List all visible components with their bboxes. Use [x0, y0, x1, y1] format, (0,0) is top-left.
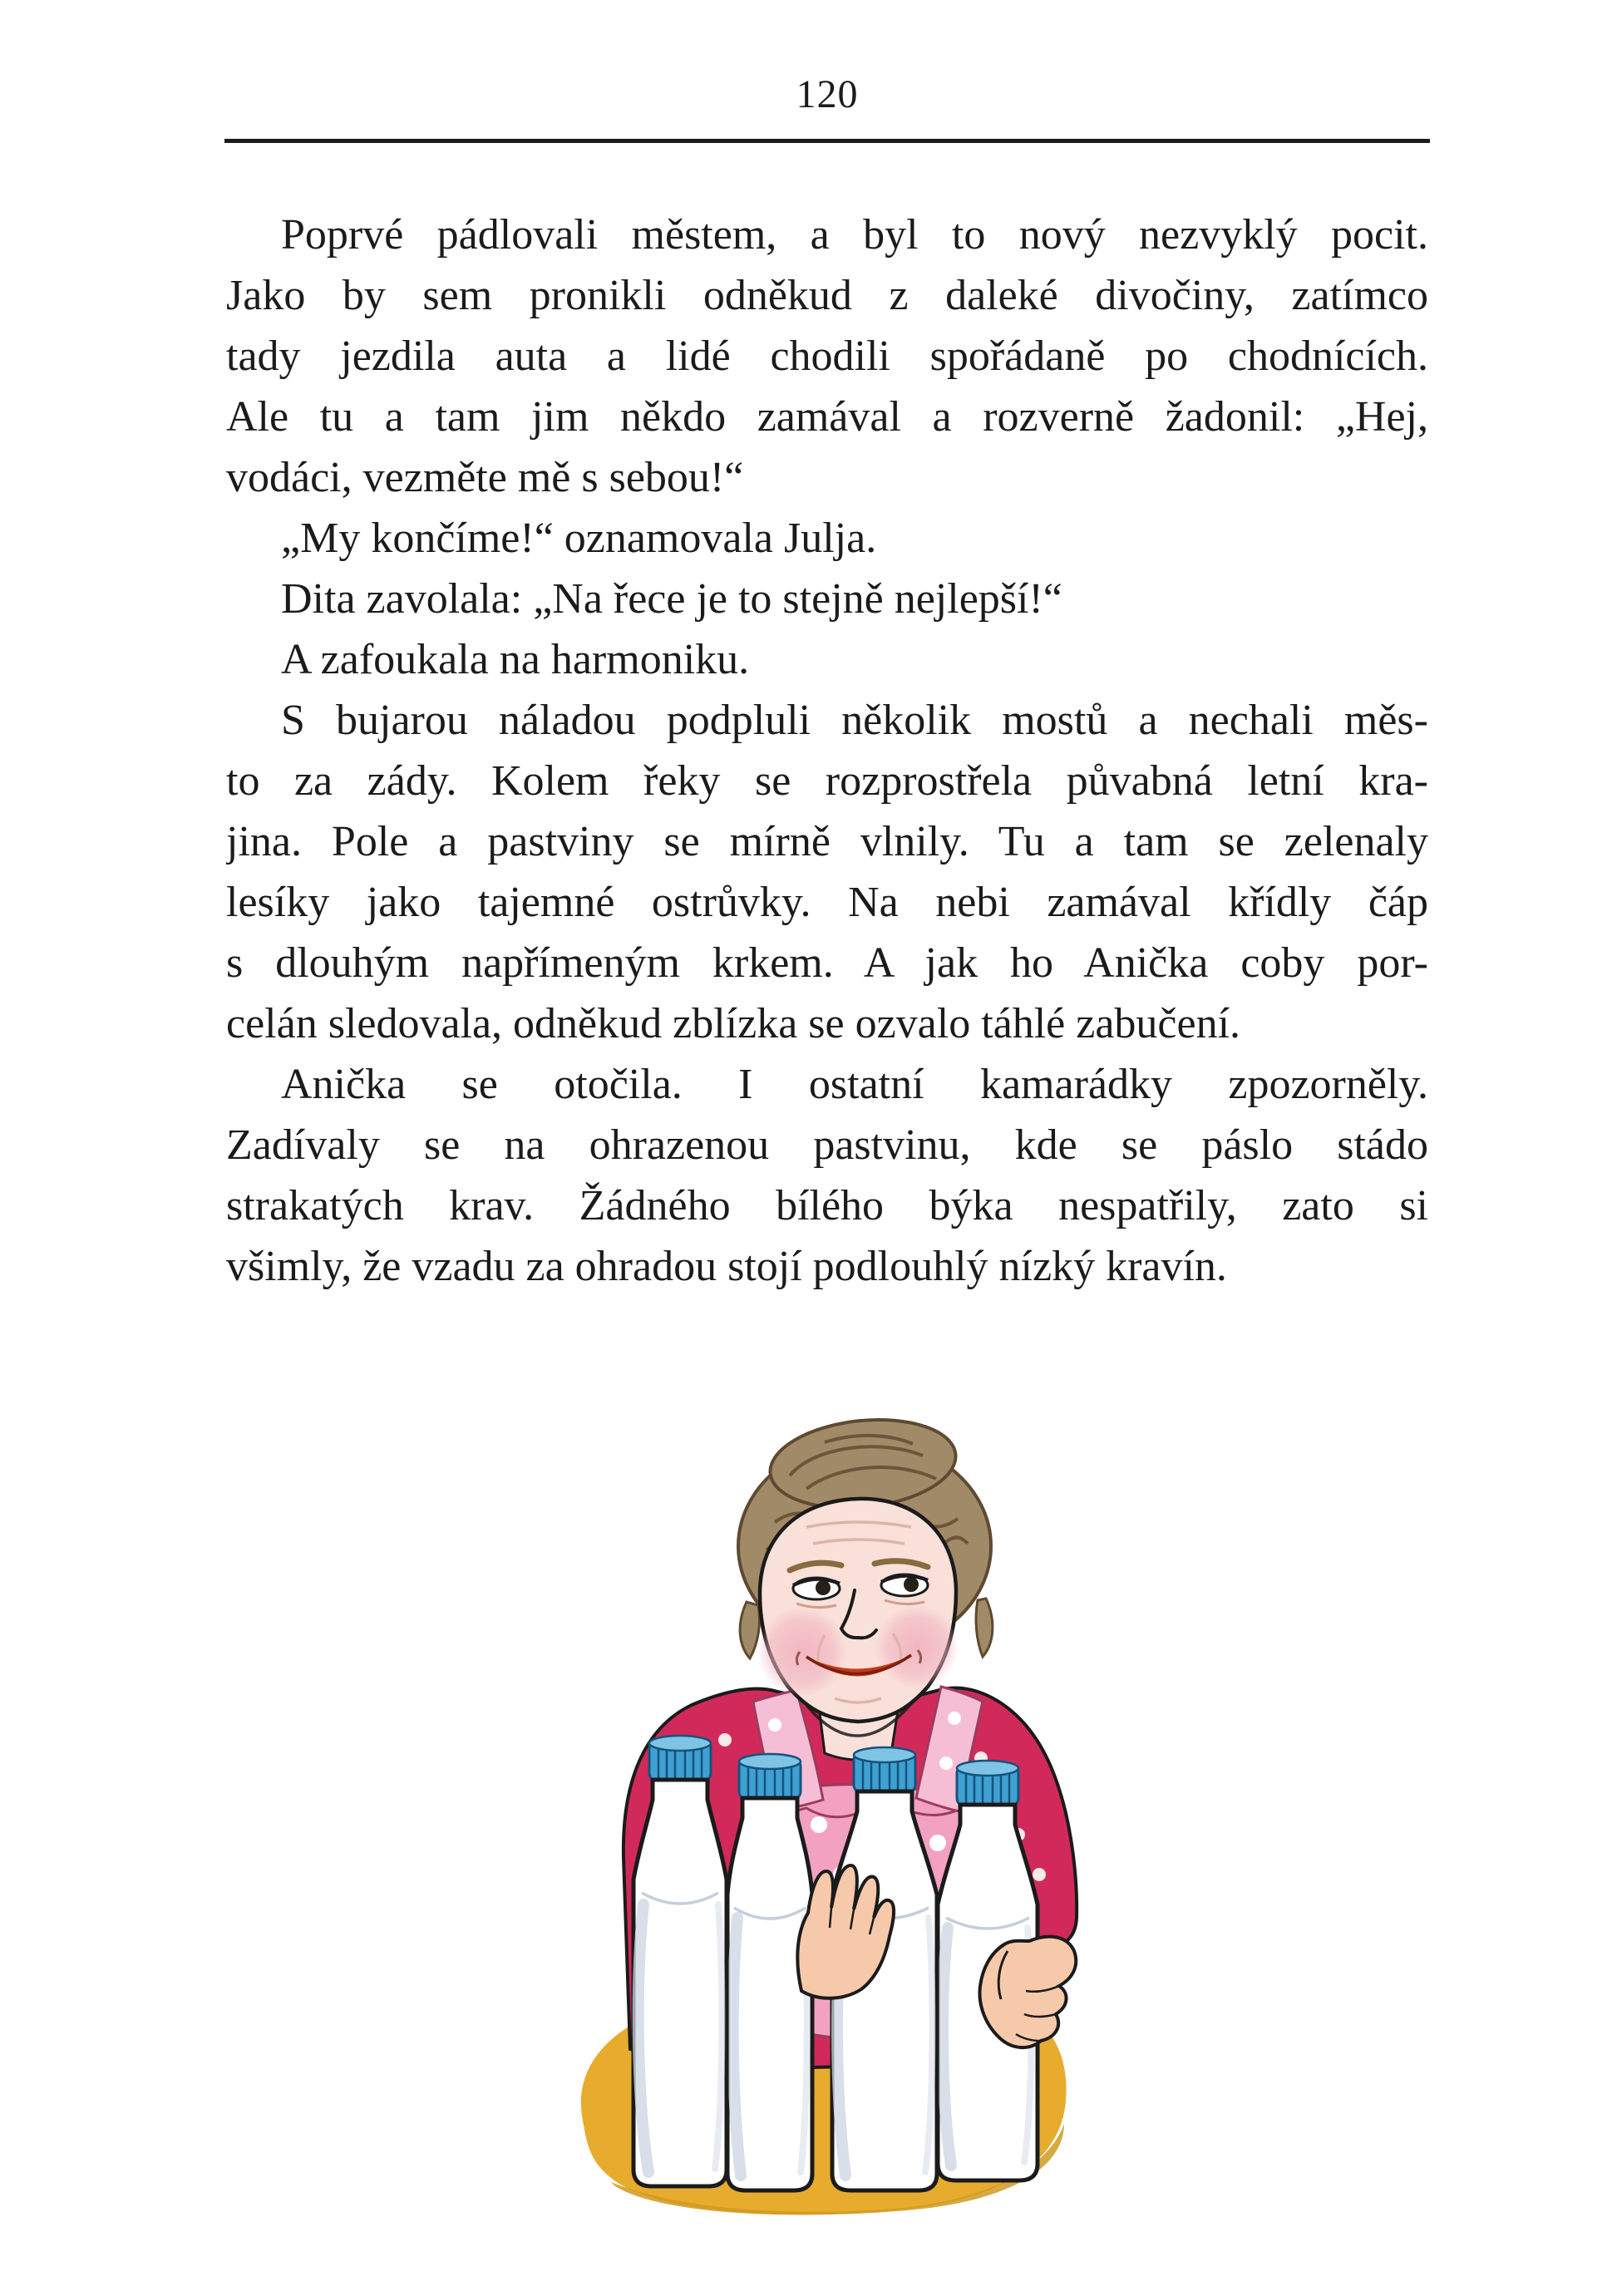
text-line: lesíky jako tajemné ostrůvky. Na nebi zamával křídly čáp: [226, 879, 1428, 926]
text-line: s dlouhým napřímeným krkem. A jak ho Anička coby por-: [226, 939, 1428, 987]
text-line: tady jezdila auta a lidé chodili spořádaně po chodnících.: [226, 333, 1428, 380]
page-number: 120: [796, 72, 859, 116]
text-line: Poprvé pádlovali městem, a byl to nový nezvyklý pocit.: [281, 211, 1428, 259]
text-line: Ale tu a tam jim někdo zamával a rozverně žadonil: „Hej,: [226, 393, 1428, 441]
text-line: Dita zavolala: „Na řece je to stejně nejlepší!“: [281, 575, 1062, 623]
text-line: „My končíme!“ oznamovala Julja.: [281, 515, 877, 562]
header-rule: [224, 139, 1430, 143]
text-line: všimly, že vzadu za ohradou stojí podlouhlý nízký kravín.: [226, 1243, 1227, 1290]
text-block: [226, 204, 1428, 1297]
text-line: jina. Pole a pastviny se mírně vlnily. Tu a tam se zelenaly: [226, 818, 1428, 865]
text-line: A zafoukala na harmoniku.: [281, 636, 750, 683]
text-line: Zadívaly se na ohrazenou pastvinu, kde se páslo stádo: [226, 1121, 1428, 1169]
text-line: celán sledovala, odněkud zblízka se ozvalo táhlé zabučení.: [226, 1000, 1241, 1047]
hand-right: [979, 1937, 1076, 2047]
text-line: Anička se otočila. I ostatní kamarádky zpozorněly.: [281, 1061, 1428, 1108]
text-line: S bujarou náladou podpluli několik mostů a nechali měs-: [281, 697, 1428, 744]
illustration: [532, 1409, 1081, 2232]
milk-lady-head: [738, 1412, 993, 1722]
text-line: strakatých krav. Žádného bílého býka nespatřily, zato si: [226, 1182, 1428, 1229]
text-line: Jako by sem pronikli odněkud z daleké divočiny, zatímco: [226, 272, 1428, 319]
text-line: vodáci, vezměte mě s sebou!“: [226, 454, 744, 501]
text-line: to za zády. Kolem řeky se rozprostřela půvabná letní kra-: [226, 757, 1428, 805]
